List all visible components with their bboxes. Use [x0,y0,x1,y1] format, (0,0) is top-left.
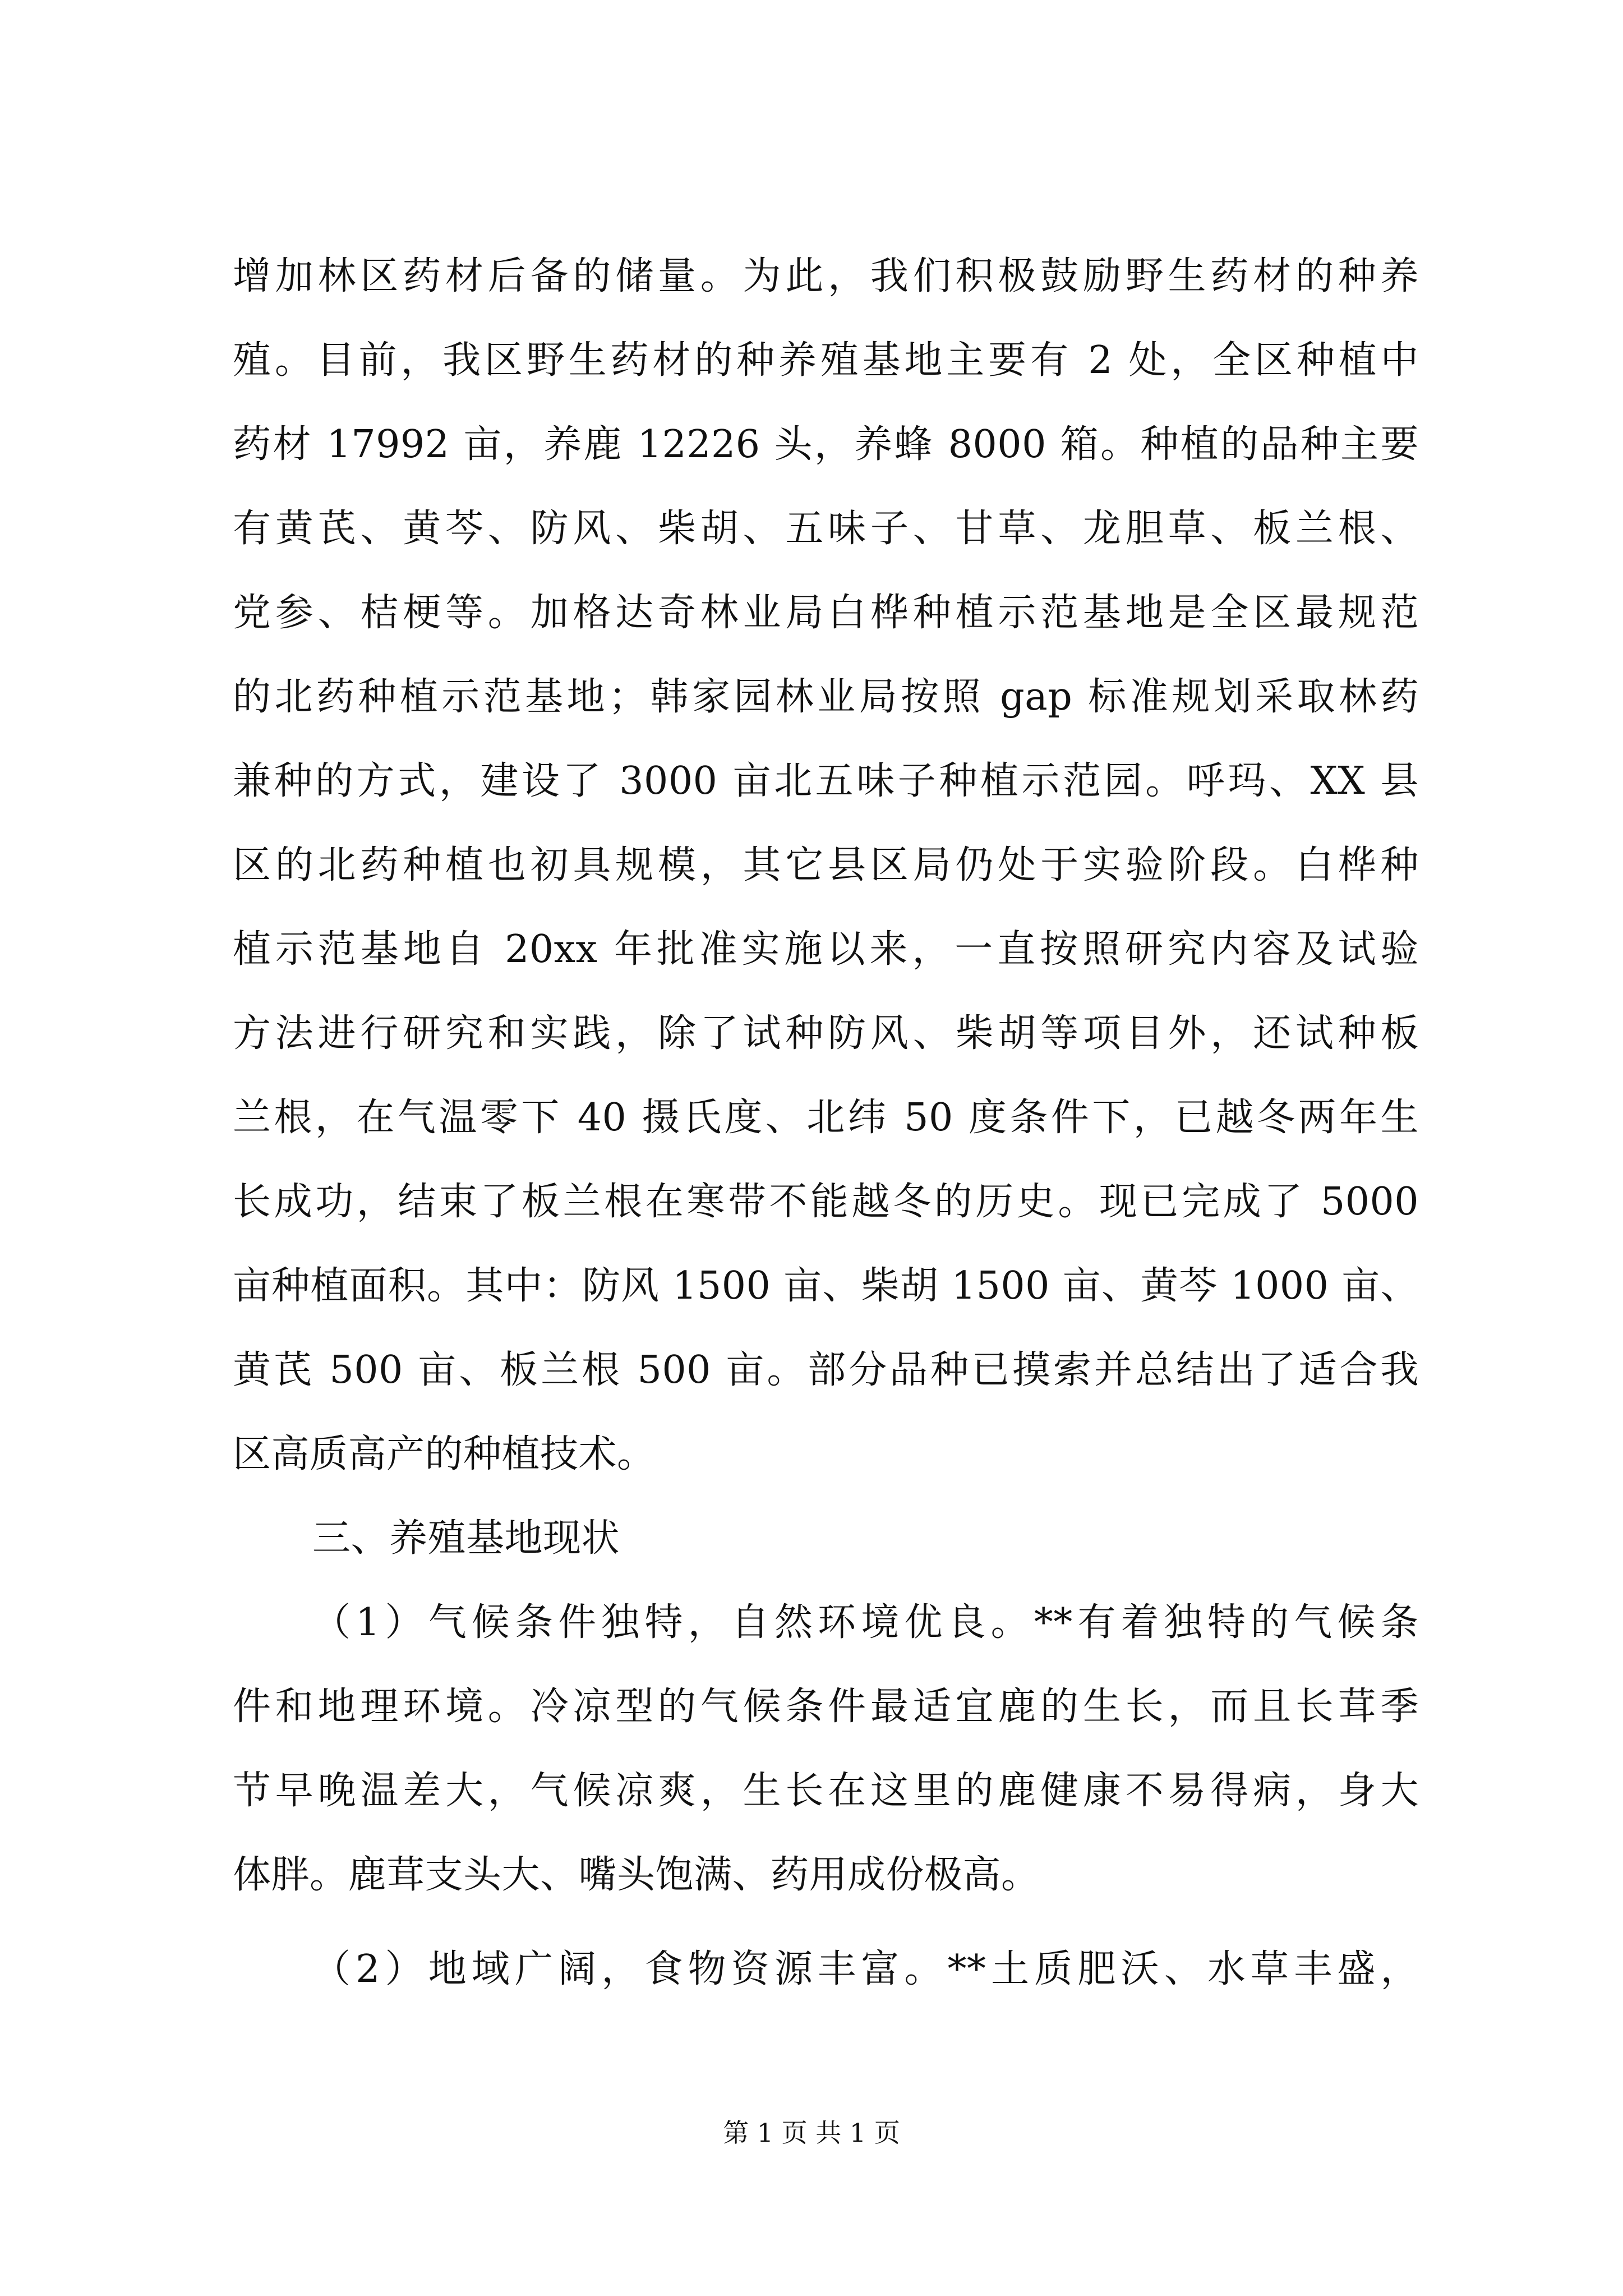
text-line: 兰根，在气温零下 40 摄氏度、北纬 50 度条件下，已越冬两年生 [233,1096,1419,1140]
text-line: 亩种植面积。其中：防风 1500 亩、柴胡 1500 亩、黄芩 1000 亩、 [233,1264,1419,1308]
text-line: 殖。目前，我区野生药材的种养殖基地主要有 2 处，全区种植中 [233,338,1419,383]
text-line: 党参、桔梗等。加格达奇林业局白桦种植示范基地是全区最规范 [233,591,1419,635]
paragraph-climate [233,1581,1419,1917]
section-heading: 三、养殖基地现状 [312,1516,620,1561]
text-line: 药材 17992 亩，养鹿 12226 头，养蜂 8000 箱。种植的品种主要 [233,422,1419,467]
text-line: 兼种的方式，建设了 3000 亩北五味子种植示范园。呼玛、XX 县 [233,759,1419,803]
text-line: （2）地域广阔，食物资源丰富。**土质肥沃、水草丰盛， [312,1947,1419,1991]
text-line: 区的北药种植也初具规模，其它县区局仍处于实验阶段。白桦种 [233,843,1419,887]
text-line: 节早晚温差大，气候凉爽，生长在这里的鹿健康不易得病，身大 [233,1769,1419,1813]
document-body [233,234,1419,2012]
text-line: 区高质高产的种植技术。 [233,1432,656,1476]
text-line: 增加林区药材后备的储量。为此，我们积极鼓励野生药材的种养 [233,254,1419,298]
text-line: 长成功，结束了板兰根在寒带不能越冬的历史。现已完成了 5000 [233,1180,1419,1224]
text-line: 黄芪 500 亩、板兰根 500 亩。部分品种已摸索并总结出了适合我 [233,1348,1419,1392]
page-number-footer: 第 1 页 共 1 页 [723,2118,900,2148]
text-line: 植示范基地自 20xx 年批准实施以来，一直按照研究内容及试验 [233,927,1419,972]
text-line: 的北药种植示范基地；韩家园林业局按照 gap 标准规划采取林药 [233,675,1419,719]
text-line: （1）气候条件独特，自然环境优良。**有着独特的气候条 [312,1600,1419,1645]
paragraph-resources [233,1927,1419,2012]
paragraph-planting [233,234,1419,1497]
text-line: 方法进行研究和实践，除了试种防风、柴胡等项目外，还试种板 [233,1011,1419,1056]
text-line: 件和地理环境。冷凉型的气候条件最适宜鹿的生长，而且长茸季 [233,1685,1419,1729]
text-line: 有黄芪、黄芩、防风、柴胡、五味子、甘草、龙胆草、板兰根、 [233,507,1419,551]
text-line: 体胖。鹿茸支头大、嘴头饱满、药用成份极高。 [233,1853,1040,1897]
